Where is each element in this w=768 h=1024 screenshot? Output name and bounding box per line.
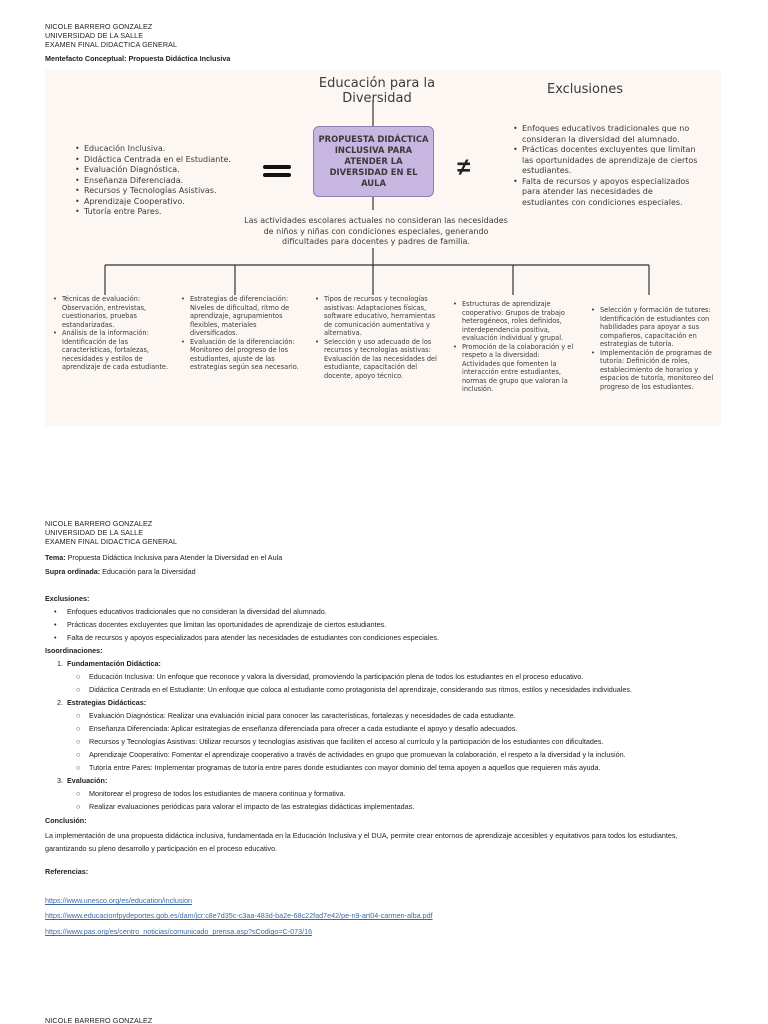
- tema-value: Propuesta Didáctica Inclusiva para Atender la Diversidad en el Aula: [67, 553, 283, 562]
- central-concept-text: PROPUESTA DIDÁCTICA INCLUSIVA PARA ATENDER LA DIVERSIDAD EN EL AULA: [318, 134, 429, 188]
- list-item: • Prácticas docentes excluyentes que limitan las oportunidades de aprendizaje de ciertos estudiantes.: [513, 145, 698, 177]
- isoordinaciones-heading: Isoordinaciones:: [45, 646, 103, 655]
- bullet-icon: •: [54, 620, 57, 629]
- author-name: NICOLE BARRERO GONZALEZ: [45, 519, 153, 528]
- infraordinada-column: [315, 295, 443, 380]
- equals-icon: [263, 163, 293, 179]
- supra-label: Supra ordinada:: [45, 567, 101, 576]
- supraordinada-title: Educación para la Diversidad: [318, 76, 436, 106]
- list-item: Recursos y Tecnologías Asistivas: Utilizar recursos y tecnologías asistivas que faciliten el acceso al currículo y la participación de los estudiantes con dificultades.: [89, 737, 604, 746]
- university-name: UNIVERSIDAD DE LA SALLE: [45, 31, 144, 40]
- tema-line: [45, 554, 282, 563]
- list-item: • Tutoría entre Pares.: [75, 207, 245, 218]
- list-item: • Implementación de programas de tutoría: Definición de roles, establecimiento de horarios y espacios de tutoría, monitoreo del progreso de los estudiantes.: [591, 349, 715, 392]
- circle-bullet-icon: ○: [76, 737, 81, 746]
- supra-line: [45, 568, 196, 577]
- circle-bullet-icon: ○: [76, 685, 81, 694]
- list-item: Evaluación Diagnóstica: Realizar una evaluación inicial para conocer las características, fortalezas y necesidades de cada estudiante.: [89, 711, 516, 720]
- list-item: Monitorear el progreso de todos los estudiantes de manera continua y formativa.: [89, 789, 346, 798]
- list-item: • Educación Inclusiva.: [75, 144, 245, 155]
- list-item: • Selección y formación de tutores: Identificación de estudiantes con habilidades para apoyar a sus compañeros, capacitación en estrategias de tutoría.: [591, 306, 715, 349]
- conclusion-heading: Conclusión:: [45, 816, 87, 825]
- tema-label: Tema:: [45, 553, 66, 562]
- circle-bullet-icon: ○: [76, 672, 81, 681]
- list-item: • Falta de recursos y apoyos especializados para atender las necesidades de estudiantes con condiciones especiales.: [513, 177, 698, 209]
- concept-map: [45, 70, 721, 426]
- list-item: • Promoción de la colaboración y el respeto a la diversidad: Actividades que fomenten la interacción entre estudiantes, normas de grupo que valoran la inclusión.: [453, 343, 577, 394]
- list-item: • Técnicas de evaluación: Observación, entrevistas, cuestionarios, pruebas estandarizadas.: [53, 295, 173, 329]
- mentefacto-label: [45, 55, 230, 64]
- infraordinada-column: [181, 295, 305, 372]
- list-item: • Selección y uso adecuado de los recursos y tecnologías asistivas: Evaluación de las necesidades del estudiante, capacitación del docente, apoyo técnico.: [315, 338, 443, 381]
- page-header: [45, 519, 177, 546]
- footer-name: NICOLE BARRERO GONZALEZ: [45, 1016, 153, 1024]
- section-number: 2.: [57, 698, 63, 707]
- author-name: NICOLE BARRERO GONZALEZ: [45, 22, 153, 31]
- list-item: • Análisis de la información: Identificación de las características, fortalezas, necesidades y estilos de aprendizaje de cada estudiante.: [53, 329, 173, 372]
- list-item: • Aprendizaje Cooperativo.: [75, 197, 245, 208]
- list-item: Aprendizaje Cooperativo: Fomentar el aprendizaje cooperativo a través de actividades en grupo que promuevan la colaboración, el respeto a la diversidad y la inclusión.: [89, 750, 626, 759]
- list-item: • Enfoques educativos tradicionales que no consideran la diversidad del alumnado.: [513, 124, 698, 145]
- mentefacto-label-key: Mentefacto Conceptual:: [45, 54, 127, 63]
- section-number: 3.: [57, 776, 63, 785]
- exclusiones-list: [513, 124, 698, 208]
- section-number: 1.: [57, 659, 63, 668]
- section-title: Fundamentación Didáctica:: [67, 659, 161, 668]
- list-item: • Tipos de recursos y tecnologías asistivas: Adaptaciones físicas, software educativo, herramientas de comunicación aumentativa y alternativa.: [315, 295, 443, 338]
- list-item: • Evaluación de la diferenciación: Monitoreo del progreso de los estudiantes, ajuste de las estrategias según sea necesario.: [181, 338, 305, 372]
- central-concept-box: [313, 126, 434, 197]
- circle-bullet-icon: ○: [76, 763, 81, 772]
- reference-link[interactable]: https://www.pas.org/es/centro_noticias/comunicado_prensa.asp?sCodigo=C-073/16: [45, 927, 313, 936]
- bullet-icon: •: [54, 607, 57, 616]
- problem-caption: Las actividades escolares actuales no consideran las necesidades de niños y niñas con condiciones especiales, generando dificultades para docentes y padres de familia.: [244, 216, 508, 246]
- list-item: Falta de recursos y apoyos especializados para atender las necesidades de estudiantes con condiciones especiales.: [67, 633, 439, 642]
- list-item: • Enseñanza Diferenciada.: [75, 176, 245, 187]
- reference-link[interactable]: https://www.unesco.org/es/education/inclusion: [45, 896, 193, 905]
- circle-bullet-icon: ○: [76, 711, 81, 720]
- list-item: • Didáctica Centrada en el Estudiante.: [75, 155, 245, 166]
- exam-title: EXAMEN FINAL DIDACTICA GENERAL: [45, 40, 178, 49]
- section-title: Evaluación:: [67, 776, 108, 785]
- circle-bullet-icon: ○: [76, 789, 81, 798]
- section-title: Estrategias Didácticas:: [67, 698, 147, 707]
- list-item: Enfoques educativos tradicionales que no consideran la diversidad del alumnado.: [67, 607, 327, 616]
- bullet-icon: •: [54, 633, 57, 642]
- exam-title: EXAMEN FINAL DIDACTICA GENERAL: [45, 537, 178, 546]
- list-item: • Evaluación Diagnóstica.: [75, 165, 245, 176]
- list-item: Educación Inclusiva: Un enfoque que reconoce y valora la diversidad, promoviendo la participación plena de todos los estudiantes en el proceso educativo.: [89, 672, 584, 681]
- list-item: Didáctica Centrada en el Estudiante: Un enfoque que coloca al estudiante como protagonista del aprendizaje, considerando sus ritmos, estilos y necesidades individuales.: [89, 685, 632, 694]
- list-item: • Estructuras de aprendizaje cooperativo: Grupos de trabajo heterogéneos, roles definidos, interdependencia positiva, evaluación individual y grupal.: [453, 300, 577, 343]
- infraordinada-column: [591, 306, 715, 391]
- exclusiones-title: Exclusiones: [546, 82, 624, 97]
- not-equal-icon: ≠: [457, 154, 471, 181]
- list-item: Realizar evaluaciones periódicas para valorar el impacto de las estrategias didácticas implementadas.: [89, 802, 415, 811]
- supra-value: Educación para la Diversidad: [102, 567, 196, 576]
- list-item: • Recursos y Tecnologías Asistivas.: [75, 186, 245, 197]
- mentefacto-label-value: Propuesta Didáctica Inclusiva: [128, 54, 231, 63]
- list-item: Tutoría entre Pares: Implementar programas de tutoría entre pares donde estudiantes con mayor dominio del tema apoyen a aquellos que requieren más ayuda.: [89, 763, 601, 772]
- isoordinadas-list: [75, 144, 245, 218]
- exclusiones-heading: Exclusiones:: [45, 594, 90, 603]
- infraordinada-column: [453, 300, 577, 394]
- university-name: UNIVERSIDAD DE LA SALLE: [45, 528, 144, 537]
- list-item: • Estrategias de diferenciación: Niveles de dificultad, ritmo de aprendizaje, agrupamientos flexibles, materiales diversificados.: [181, 295, 305, 338]
- list-item: Enseñanza Diferenciada: Aplicar estrategias de enseñanza diferenciada para ofrecer a cada estudiante el apoyo y desafío adecuados.: [89, 724, 518, 733]
- list-item: Prácticas docentes excluyentes que limitan las oportunidades de aprendizaje de ciertos estudiantes.: [67, 620, 387, 629]
- reference-link[interactable]: https://www.educacionfpydeportes.gob.es/dam/jcr:c8e7d35c-c3aa-483d-ba2e-68c22fad7e42/pe-n9-art04-carmen-alba.pdf: [45, 911, 433, 920]
- infraordinada-column: [53, 295, 173, 372]
- circle-bullet-icon: ○: [76, 802, 81, 811]
- circle-bullet-icon: ○: [76, 724, 81, 733]
- referencias-heading: Referencias:: [45, 867, 89, 876]
- conclusion-text: La implementación de una propuesta didáctica inclusiva, fundamentada en la Educación Inclusiva y el DUA, permite crear entornos de aprendizaje accesibles y equitativos para todos los estudiantes, garantizando su pleno desarrollo y participación en el proceso educativo.: [45, 831, 678, 853]
- circle-bullet-icon: ○: [76, 750, 81, 759]
- page-header: [45, 22, 177, 49]
